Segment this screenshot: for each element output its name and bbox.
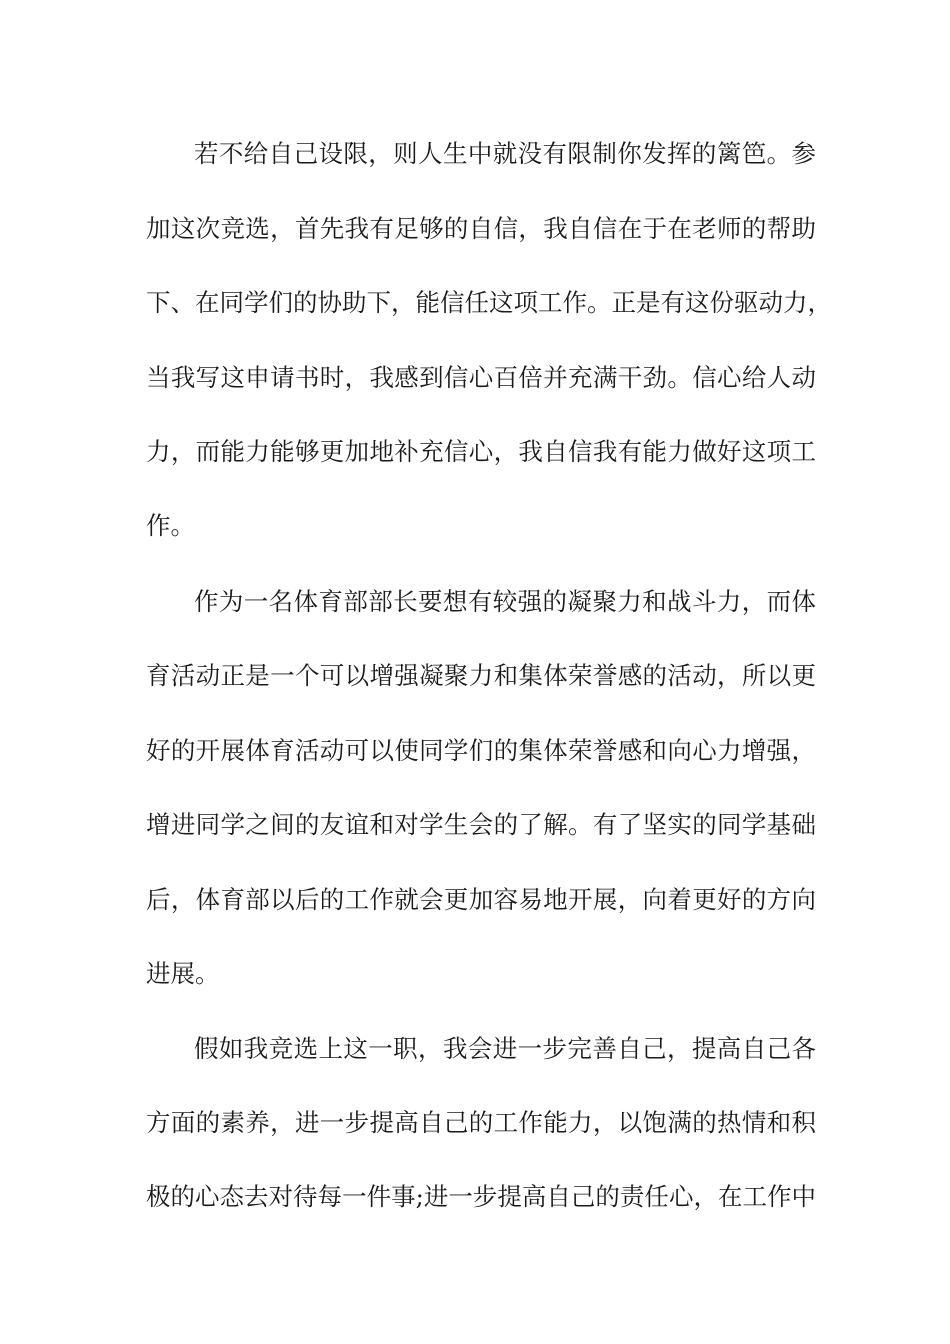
text-line: 假如我竞选上这一职，我会进一步完善自己，提高自己各 (194, 1034, 816, 1063)
text-line: 作为一名体育部部长要想有较强的凝聚力和战斗力，而体 (194, 587, 816, 616)
text-line: 力，而能力能够更加地补充信心，我自信我有能力做好这项工 (146, 437, 816, 466)
text-line: 若不给自己设限，则人生中就没有限制你发挥的篱笆。参 (194, 139, 816, 168)
text-line: 加这次竞选，首先我有足够的自信，我自信在于在老师的帮助 (146, 214, 816, 243)
text-line: 极的心态去对待每一件事;进一步提高自己的责任心，在工作中 (146, 1182, 816, 1211)
text-line: 进展。 (146, 959, 220, 988)
text-line: 下、在同学们的协助下，能信任这项工作。正是有这份驱动力， (146, 288, 832, 317)
text-line: 当我写这申请书时，我感到信心百倍并充满干劲。信心给人动 (146, 363, 816, 392)
text-line: 好的开展体育活动可以使同学们的集体荣誉感和向心力增强， (146, 736, 816, 765)
text-line: 方面的素养，进一步提高自己的工作能力，以饱满的热情和积 (146, 1108, 816, 1137)
text-line: 后，体育部以后的工作就会更加容易地开展，向着更好的方向 (146, 885, 816, 914)
text-line: 作。 (146, 511, 195, 540)
text-line: 育活动正是一个可以增强凝聚力和集体荣誉感的活动，所以更 (146, 661, 816, 690)
text-line: 增进同学之间的友谊和对学生会的了解。有了坚实的同学基础 (146, 810, 816, 839)
